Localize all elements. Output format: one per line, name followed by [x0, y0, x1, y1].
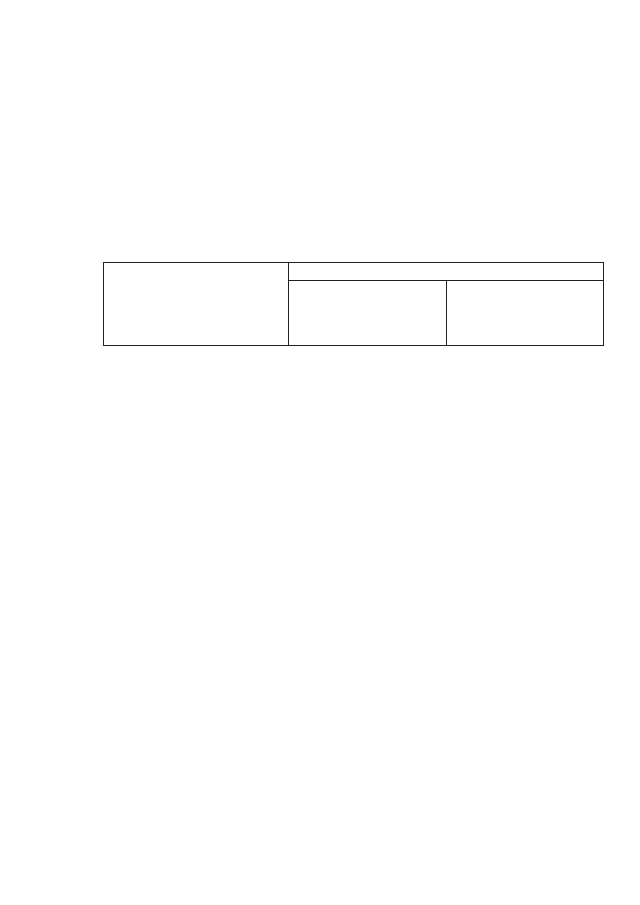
rate-group-header: [289, 263, 604, 281]
col-up-to-150-header: [289, 281, 446, 346]
appendix-block: [360, 56, 600, 58]
tariff-table: [103, 262, 604, 346]
notes-body: [226, 826, 604, 827]
col-150-to-8900-header: [446, 281, 603, 346]
object-column-header: [104, 263, 289, 346]
